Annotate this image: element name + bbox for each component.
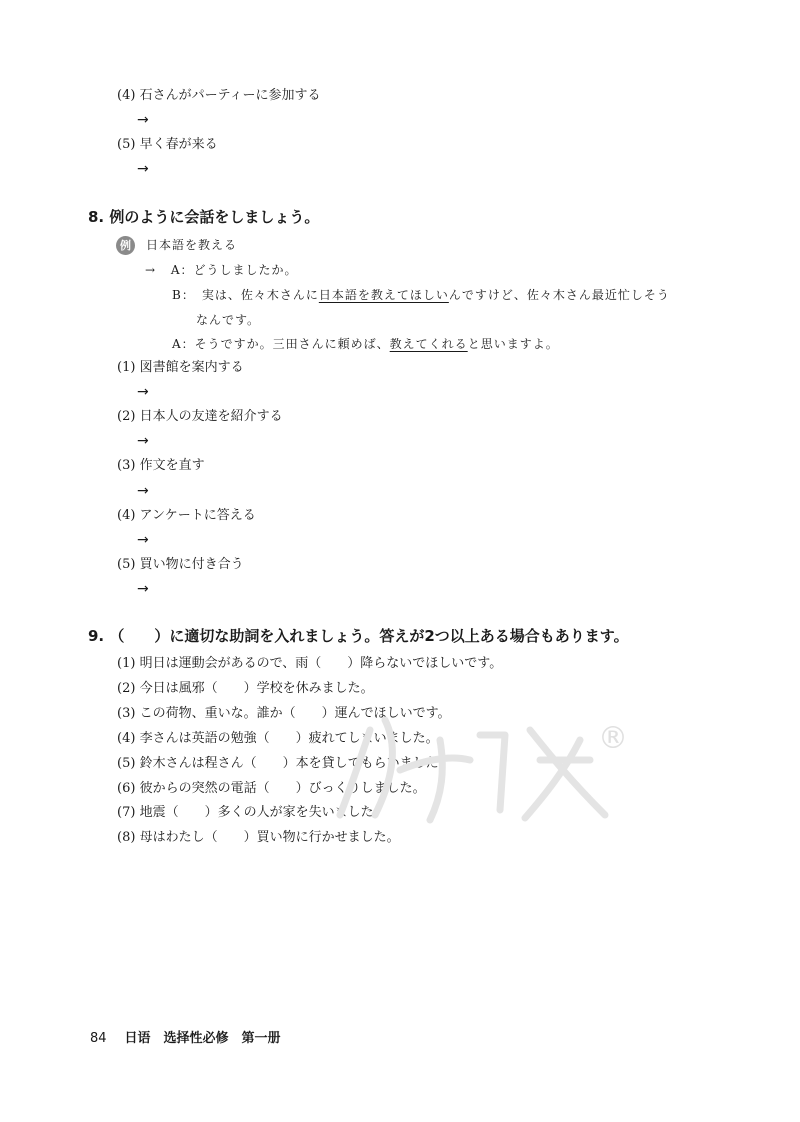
exercise-item-9-7: (7) 地震（ ）多くの人が家を失いました。 bbox=[117, 805, 387, 820]
answer-arrow: → bbox=[137, 532, 149, 548]
registered-mark: ® bbox=[598, 721, 628, 756]
example-line-b1: B： 実は、佐々木さんに日本語を教えてほしいんですけど、佐々木さん最近忙しそう bbox=[172, 288, 670, 302]
exercise-item-9-8: (8) 母はわたし（ ）買い物に行かせました。 bbox=[117, 830, 400, 845]
answer-arrow: → bbox=[137, 161, 149, 177]
exercise-item-8-3: (3) 作文を直す bbox=[117, 458, 205, 473]
answer-arrow: → bbox=[137, 384, 149, 400]
exercise-item-9-2: (2) 今日は風邪（ ）学校を休みました。 bbox=[117, 681, 374, 696]
book-title: 日语 选择性必修 第一册 bbox=[124, 1031, 281, 1046]
exercise-item-9-5: (5) 鈴木さんは程さん（ ）本を貸してもらいました。 bbox=[117, 756, 452, 771]
exercise-item-9-3: (3) この荷物、重いな。誰か（ ）運んでほしいです。 bbox=[117, 706, 451, 721]
exercise-item-9-6: (6) 彼からの突然の電話（ ）びっくりしました。 bbox=[117, 781, 426, 796]
section-8-heading: 8. 例のように会話をしましょう。 bbox=[88, 208, 320, 226]
answer-arrow: → bbox=[137, 433, 149, 449]
arrow-icon: → bbox=[145, 263, 157, 277]
example-badge: 例 bbox=[116, 236, 135, 255]
exercise-item-7-4: (4) 石さんがパーティーに参加する bbox=[117, 88, 321, 103]
example-line-a2: A：そうですか。三田さんに頼めば、教えてくれると思いますよ。 bbox=[172, 337, 559, 351]
example-prompt: 日本語を教える bbox=[146, 238, 238, 252]
exercise-item-8-1: (1) 図書館を案内する bbox=[117, 360, 244, 375]
exercise-item-8-5: (5) 買い物に付き合う bbox=[117, 557, 244, 572]
exercise-item-8-4: (4) アンケートに答える bbox=[117, 508, 256, 523]
answer-arrow: → bbox=[137, 483, 149, 499]
answer-arrow: → bbox=[137, 581, 149, 597]
page-number: 84 bbox=[90, 1031, 107, 1046]
exercise-item-8-2: (2) 日本人の友達を紹介する bbox=[117, 409, 283, 424]
exercise-item-7-5: (5) 早く春が来る bbox=[117, 137, 218, 152]
exercise-item-9-1: (1) 明日は運動会があるので、雨（ ）降らないでほしいです。 bbox=[117, 656, 503, 671]
page-footer bbox=[90, 1030, 281, 1048]
example-line-a1: → A：どうしましたか。 bbox=[145, 263, 298, 277]
example-line-b1-cont: なんです。 bbox=[196, 313, 261, 327]
answer-arrow: → bbox=[137, 112, 149, 128]
section-9-heading: 9. （ ）に適切な助詞を入れましょう。答えが2つ以上ある場合もあります。 bbox=[88, 627, 629, 645]
exercise-item-9-4: (4) 李さんは英語の勉強（ ）疲れてしまいました。 bbox=[117, 731, 439, 746]
